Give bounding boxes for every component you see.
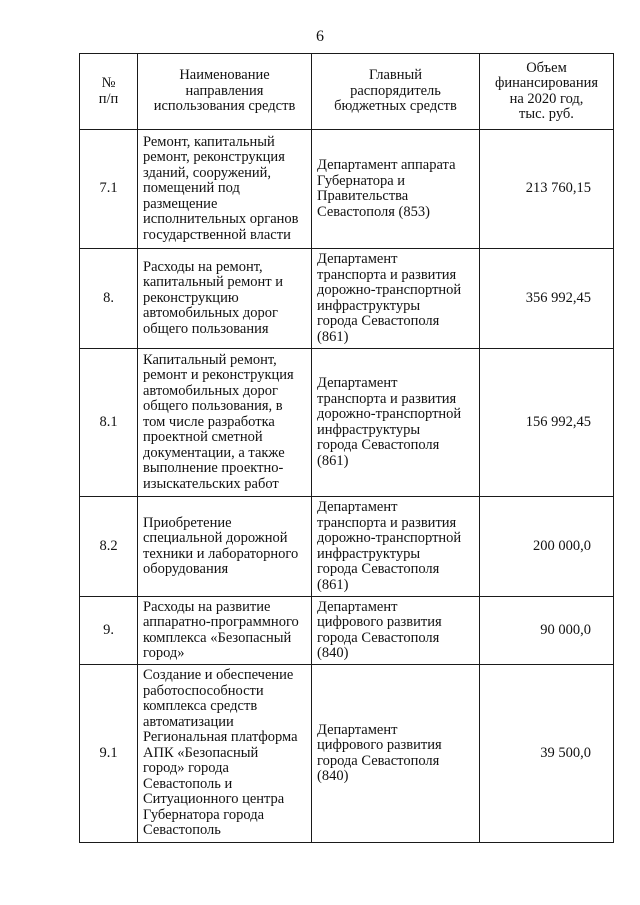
row-budget-administrator <box>312 249 480 349</box>
row-number: 8.1 <box>80 349 138 497</box>
row-direction-name <box>138 597 312 665</box>
header-number-text: № п/п <box>98 75 119 107</box>
row-number: 9. <box>80 597 138 665</box>
table-row <box>80 349 614 497</box>
header-funding-amount <box>480 54 614 130</box>
row-funding-amount: 90 000,0 <box>480 597 614 665</box>
table-header <box>80 54 614 130</box>
row-direction-name <box>138 130 312 249</box>
row-direction-name <box>138 665 312 843</box>
row-funding-amount: 39 500,0 <box>480 665 614 843</box>
row-funding-amount: 200 000,0 <box>480 497 614 597</box>
row-budget-administrator-text: Департамент цифрового развития города Севастополя (840) <box>317 598 442 661</box>
row-budget-administrator-text: Департамент транспорта и развития дорожно-транспортной инфраструктуры города Севастополя (861) <box>317 375 462 469</box>
table-row <box>80 597 614 665</box>
row-number: 8.2 <box>80 497 138 597</box>
header-budget-administrator-text: Главный распорядитель бюджетных средств <box>334 67 457 115</box>
row-funding-amount: 156 992,45 <box>480 349 614 497</box>
table-row <box>80 249 614 349</box>
row-direction-name <box>138 497 312 597</box>
page-number: 6 <box>316 28 324 45</box>
row-budget-administrator-text: Департамент цифрового развития города Севастополя (840) <box>317 721 442 784</box>
table-row <box>80 497 614 597</box>
table-row <box>80 130 614 249</box>
header-budget-administrator <box>312 54 480 130</box>
row-budget-administrator-text: Департамент транспорта и развития дорожно-транспортной инфраструктуры города Севастополя (861) <box>317 499 462 593</box>
row-budget-administrator <box>312 665 480 843</box>
table-row <box>80 665 614 843</box>
row-direction-name-text: Приобретение специальной дорожной техники и лабораторного оборудования <box>143 514 299 577</box>
header-direction-name <box>138 54 312 130</box>
table-body <box>80 130 614 843</box>
row-budget-administrator-text: Департамент аппарата Губернатора и Правительства Севастополя (853) <box>317 157 456 220</box>
row-number: 9.1 <box>80 665 138 843</box>
row-direction-name <box>138 349 312 497</box>
row-direction-name-text: Ремонт, капитальный ремонт, реконструкция зданий, сооружений, помещений под размещение исполнительных органов государственной власти <box>143 133 299 243</box>
row-funding-amount: 213 760,15 <box>480 130 614 249</box>
row-number: 8. <box>80 249 138 349</box>
row-number: 7.1 <box>80 130 138 249</box>
header-row <box>80 54 614 130</box>
row-budget-administrator-text: Департамент транспорта и развития дорожно-транспортной инфраструктуры города Севастополя (861) <box>317 251 462 345</box>
row-funding-amount: 356 992,45 <box>480 249 614 349</box>
header-direction-name-text: Наименование направления использования средств <box>153 67 296 115</box>
row-direction-name-text: Капитальный ремонт, ремонт и реконструкция автомобильных дорог общего пользования, в том числе разработка проектной сметной документации, а также выполнение проектно- изыскательских работ <box>143 351 294 492</box>
row-budget-administrator <box>312 597 480 665</box>
header-funding-amount-text: Объем финансирования на 2020 год, тыс. руб. <box>494 59 599 122</box>
row-budget-administrator <box>312 497 480 597</box>
row-direction-name-text: Расходы на ремонт, капитальный ремонт и реконструкцию автомобильных дорог общего пользования <box>143 258 283 337</box>
row-budget-administrator <box>312 130 480 249</box>
row-direction-name-text: Создание и обеспечение работоспособности комплекса средств автоматизации Региональная платформа АПК «Безопасный город» города Севастополь и Ситуационного центра Губернатора города Севастополь <box>143 667 298 839</box>
row-budget-administrator <box>312 349 480 497</box>
row-direction-name <box>138 249 312 349</box>
budget-allocation-table <box>79 53 614 843</box>
header-number <box>80 54 138 130</box>
row-direction-name-text: Расходы на развитие аппаратно-программного комплекса «Безопасный город» <box>143 598 299 661</box>
